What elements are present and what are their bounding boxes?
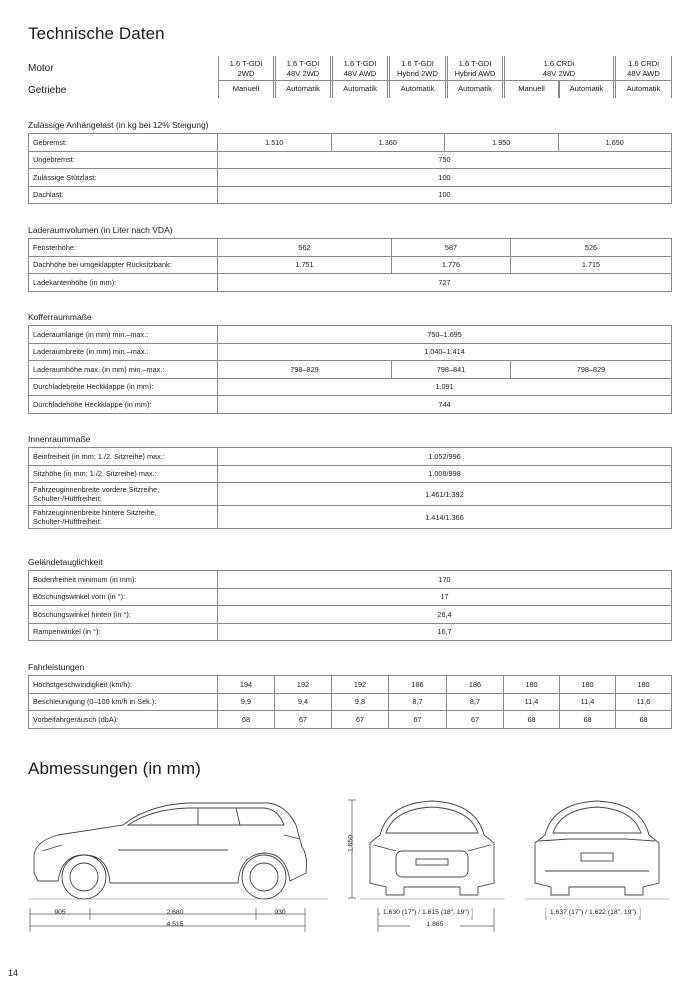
cell-value: 1.650 [558,134,672,152]
cell-value: 100 [218,186,672,204]
row-label: Gebremst: [29,134,218,152]
row-label: Dachhöhe bei umgeklappter Rücksitzbank: [29,256,218,274]
cell-value: 68 [560,711,616,729]
row-label: Durchladebreite Heckklappe (in mm): [29,378,218,396]
cell-value: 798–829 [511,361,672,379]
section-title-anhaengelast: Zulässige Anhängelast (in kg bei 12% Steigung) [28,120,209,130]
dim-front-track: 1.630 (17") / 1.615 (18", 19") [380,909,472,916]
cell-value: 9,4 [275,693,332,711]
cell-value: 26,4 [218,606,672,624]
cell-value: 798–829 [218,361,392,379]
gearbox-cell: Automatik [447,81,503,98]
gearbox-cell: Automatik [332,81,388,98]
gearbox-cell: Automatik [275,81,331,98]
cell-value: 526 [511,239,672,257]
row-label: Böschungswinkel hinten (in °): [29,606,218,624]
cell-value: 180 [504,676,560,694]
cell-value: 170 [218,571,672,589]
page-title: Technische Daten [28,24,165,43]
gearbox-cell: Automatik [559,81,614,98]
row-label: Rampenwinkel (in °): [29,623,218,641]
row-label: Ladekantenhöhe (in mm): [29,274,218,292]
dim-width: 1.865 [410,921,460,928]
cell-value: 67 [275,711,332,729]
cell-value: 186 [447,676,504,694]
engine-col-2: 1.6 T-GDI 48V 2WD [275,56,331,80]
row-label: Böschungswinkel vorn (in °): [29,588,218,606]
cell-value: 9,9 [218,693,275,711]
gearbox-cell: Manuell [504,81,559,98]
row-label: Sitzhöhe (in mm; 1./2. Sitzreihe) max.: [29,465,218,483]
engine-col-3: 1.6 T-GDI 48V AWD [332,56,388,80]
page-number: 14 [8,968,19,978]
cell-value: 1.715 [511,256,672,274]
getriebe-label: Getriebe [28,85,67,96]
row-label: Beinfreiheit (in mm; 1./2. Sitzreihe) max.: [29,448,218,466]
row-label: Fensterhöhe: [29,239,218,257]
row-label: Durchladehöhe Heckklappe (in mm): [29,396,218,414]
cell-value: 1.360 [331,134,445,152]
cell-value: 16,7 [218,623,672,641]
cell-value: 100 [218,169,672,187]
cell-value: 11,4 [504,693,560,711]
row-label: Fahrzeuginnenbreite vordere Sitzreihe, Schulter-/Hüftfreiheit: [29,483,218,506]
cell-value: 1.950 [445,134,559,152]
row-label: Fahrzeuginnenbreite hintere Sitzreihe, Schulter-/Hüftfreiheit: [29,506,218,529]
cell-value: 1.461/1.392 [218,483,672,506]
engine-col-6: 1.6 CRDi 48V 2WD [504,56,614,80]
gearbox-cell: Manuell [218,81,274,98]
dim-length: 4.515 [166,921,184,928]
cell-value: 192 [275,676,332,694]
row-label: Höchstgeschwindigkeit (km/h): [29,676,218,694]
cell-value: 180 [560,676,616,694]
cell-value: 67 [447,711,504,729]
motor-label: Motor [28,63,54,74]
cell-value: 186 [389,676,447,694]
dim-height: 1.650 [347,835,355,853]
section-title-innenraum: Innenraummaße [28,434,91,444]
cell-value: 68 [504,711,560,729]
cell-value: 8,7 [389,693,447,711]
engine-col-1: 1.6 T-GDI 2WD [218,56,274,80]
engine-col-4: 1.6 T-GDI Hybrid 2WD [389,56,446,80]
gearbox-cell: Automatik [615,81,672,98]
cell-value: 11,4 [560,693,616,711]
cell-value: 1.091 [218,378,672,396]
cell-value: 180 [616,676,672,694]
cell-value: 194 [218,676,275,694]
row-label: Laderaumbreite (in mm) min.–max.: [29,343,218,361]
cell-value: 750 [218,151,672,169]
row-label: Zulässige Stützlast: [29,169,218,187]
dim-wheelbase: 2.680 [166,909,184,916]
engine-col-7: 1.6 CRDi 48V AWD [615,56,672,80]
dim-rear-track: 1.637 (17") / 1.622 (18", 19") [546,909,640,916]
cell-value: 9,8 [332,693,389,711]
row-label: Bodenfreiheit minimum (in mm): [29,571,218,589]
section-title-kofferraum: Kofferraummaße [28,312,92,322]
cell-value: 1.510 [218,134,332,152]
row-label: Ungebremst: [29,151,218,169]
cell-value: 1.414/1.366 [218,506,672,529]
section-title-fahrleistungen: Fahrleistungen [28,662,85,672]
cell-value: 192 [332,676,389,694]
section-title-gelaende: Geländetauglichkeit [28,557,103,567]
cell-value: 798–841 [392,361,511,379]
dim-front-overhang: 905 [54,909,66,916]
row-label: Laderaumlänge (in mm) min.–max.: [29,326,218,344]
cell-value: 1.776 [392,256,511,274]
cell-value: 68 [616,711,672,729]
row-label: Beschleunigung (0–100 km/h in Sek.): [29,693,218,711]
cell-value: 11,6 [616,693,672,711]
cell-value: 67 [389,711,447,729]
cell-value: 562 [218,239,392,257]
cell-value: 1.751 [218,256,392,274]
cell-value: 587 [392,239,511,257]
cell-value: 1.040–1.414 [218,343,672,361]
cell-value: 8,7 [447,693,504,711]
gearbox-cell: Automatik [389,81,446,98]
cell-value: 750–1.695 [218,326,672,344]
row-label: Laderaumhöhe max. (in mm) min.–max.: [29,361,218,379]
cell-value: 1.052/996 [218,448,672,466]
row-label: Vorbeifahrgeräusch (dbA): [29,711,218,729]
section-title-abmessungen: Abmessungen (in mm) [28,759,201,778]
cell-value: 727 [218,274,672,292]
engine-col-5: 1.6 T-GDI Hybrid AWD [447,56,503,80]
dim-rear-overhang: 930 [274,909,286,916]
cell-value: 67 [332,711,389,729]
cell-value: 1.008/998 [218,465,672,483]
cell-value: 744 [218,396,672,414]
section-title-laderaum: Laderaumvolumen (in Liter nach VDA) [28,225,173,235]
cell-value: 68 [218,711,275,729]
row-label: Dachlast: [29,186,218,204]
cell-value: 17 [218,588,672,606]
